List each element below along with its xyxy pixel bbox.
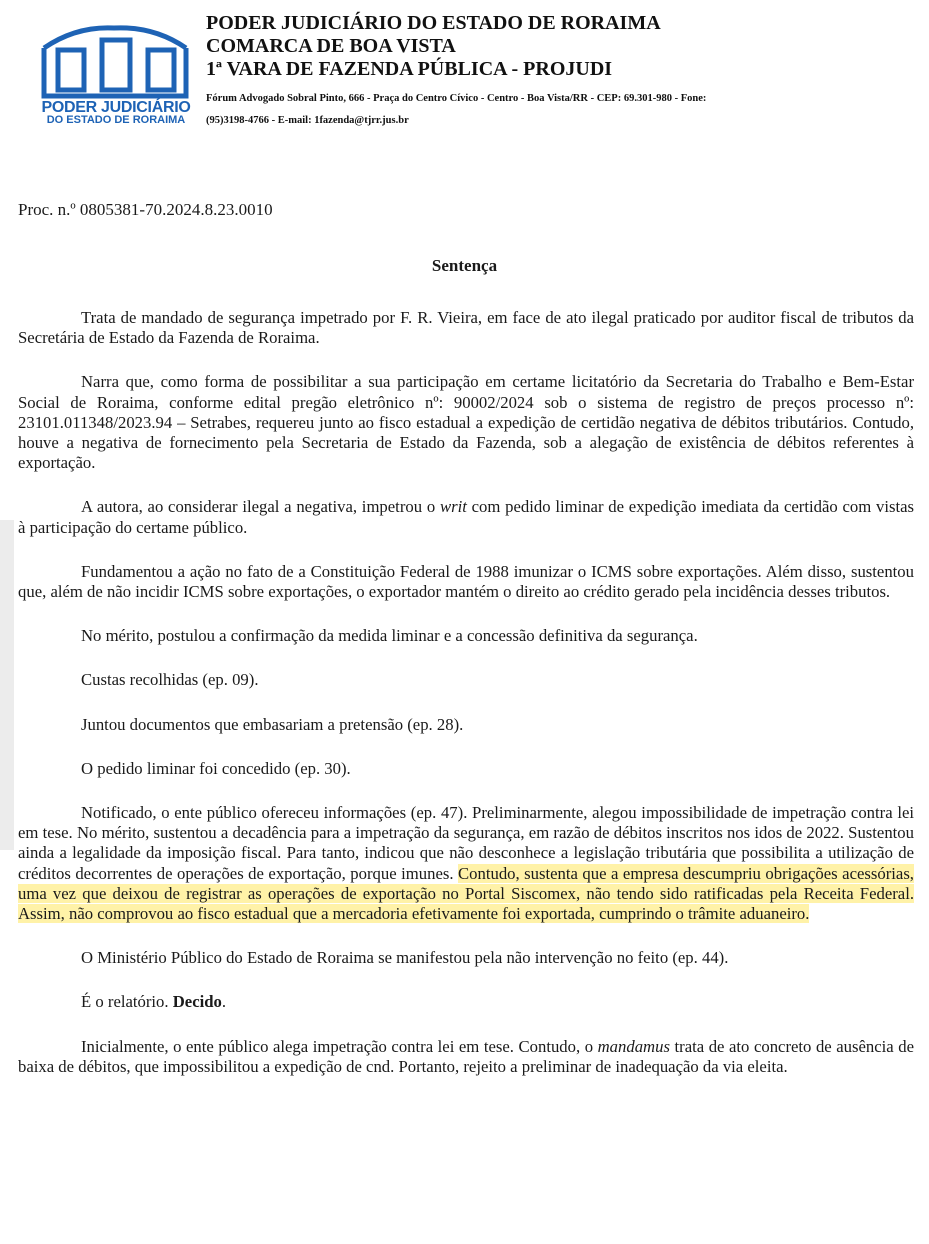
header-title-line3: 1ª VARA DE FAZENDA PÚBLICA - PROJUDI bbox=[206, 58, 613, 80]
paragraph-1: Trata de mandado de segurança impetrado por F. R. Vieira, em face de ato ilegal praticado por auditor fiscal de tributos da Secretária de Estado da Fazenda de Roraima. bbox=[18, 308, 914, 348]
court-logo bbox=[26, 18, 206, 126]
paragraph-2: Narra que, como forma de possibilitar a sua participação em certame licitatório da Secretaria do Trabalho e Bem-Estar Social de Roraima, conforme edital pregão eletrônico nº: 90002/2024 sob o sistema de registro de preços processo nº: 23101.011348/2023.94 – Setrabes, requereu junto ao fisco estadual a expedição de certidão negativa de débitos tributários. Contudo, houve a negativa de fornecimento pela Secretaria de Estado da Fazenda, sob a alegação de existência de débitos referentes à exportação. bbox=[18, 372, 914, 473]
paragraph-11 bbox=[18, 992, 914, 1012]
paragraph-4: Fundamentou a ação no fato de a Constituição Federal de 1988 imunizar o ICMS sobre exportações. Além disso, sustentou que, além de não incidir ICMS sobre exportações, o exportador mantém o direito ao crédito gerado pela incidência desses tributos. bbox=[18, 561, 914, 602]
decido-term: Decido bbox=[172, 992, 222, 1012]
writ-term: writ bbox=[439, 497, 467, 517]
scan-shadow bbox=[0, 520, 14, 850]
header-title-line2: COMARCA DE BOA VISTA bbox=[206, 35, 456, 57]
paragraph-3 bbox=[18, 497, 914, 537]
header-title-line1: PODER JUDICIÁRIO DO ESTADO DE RORAIMA bbox=[206, 12, 661, 34]
header-address-line2: (95)3198-4766 - E-mail: 1fazenda@tjrr.jus.br bbox=[206, 115, 409, 126]
process-number: Proc. n.º 0805381-70.2024.8.23.0010 bbox=[18, 200, 273, 219]
letterhead bbox=[16, 10, 916, 140]
paragraph-9-part-a: Notificado, o ente público ofereceu informações (ep. 47). Preliminarmente, alegou impossibilidade de impetração contra lei em tese. No mérito, sustentou a decadência para a impetração da segurança, em razão de débitos inscritos nos idos de 2022. Sustentou ainda a legalidade da imposição fiscal. Para tanto, indicou que não desconhece a legislação tributária que possibilita a utilização de créditos decorrentes de operações de exportação, porque imunes. bbox=[18, 803, 914, 883]
header-address-line1: Fórum Advogado Sobral Pinto, 666 - Praça do Centro Cívico - Centro - Boa Vista/RR - CEP: 69.301-980 - Fone: bbox=[206, 93, 707, 104]
logo-text-line2: DO ESTADO DE RORAIMA bbox=[46, 114, 186, 126]
logo-text-line1: PODER JUDICIÁRIO bbox=[41, 99, 191, 116]
paragraph-6: Custas recolhidas (ep. 09). bbox=[81, 670, 259, 690]
paragraph-7: Juntou documentos que embasariam a pretensão (ep. 28). bbox=[81, 714, 464, 734]
document-title: Sentença bbox=[431, 256, 498, 275]
paragraph-8: O pedido liminar foi concedido (ep. 30). bbox=[81, 758, 351, 778]
paragraph-12-part-b: trata de ato concreto de ausência de baixa de débitos, que impossibilitou a expedição de cnd. Portanto, rejeito a preliminar de inadequação da via eleita. bbox=[18, 1036, 915, 1076]
paragraph-9 bbox=[18, 803, 914, 924]
highlighted-text: Contudo, sustenta que a empresa descumpriu obrigações acessórias, uma vez que deixou de registrar as operações de exportação no Portal Siscomex, não tendo sido ratificadas pela Receita Federal. Assim, não comprovou ao fisco estadual que a mercadoria efetivamente foi exportada, cumprindo o trâmite aduaneiro. bbox=[18, 863, 914, 924]
court-building-icon bbox=[36, 18, 196, 100]
mandamus-term: mandamus bbox=[597, 1036, 670, 1056]
paragraph-11-part-b: . bbox=[221, 992, 227, 1012]
paragraph-3-part-a: A autora, ao considerar ilegal a negativa, impetrou o bbox=[81, 497, 440, 517]
paragraph-12-part-a: Inicialmente, o ente público alega impetração contra lei em tese. Contudo, o bbox=[81, 1036, 598, 1056]
paragraph-5: No mérito, postulou a confirmação da medida liminar e a concessão definitiva da segurança. bbox=[81, 626, 698, 646]
paragraph-3-part-b: com pedido liminar de expedição imediata da certidão com vistas à participação do certame público. bbox=[18, 497, 914, 537]
document-body bbox=[18, 308, 914, 1101]
paragraph-12 bbox=[18, 1037, 914, 1077]
paragraph-11-part-a: É o relatório. bbox=[81, 992, 173, 1012]
paragraph-10: O Ministério Público do Estado de Roraima se manifestou pela não intervenção no feito (ep. 44). bbox=[81, 948, 729, 968]
